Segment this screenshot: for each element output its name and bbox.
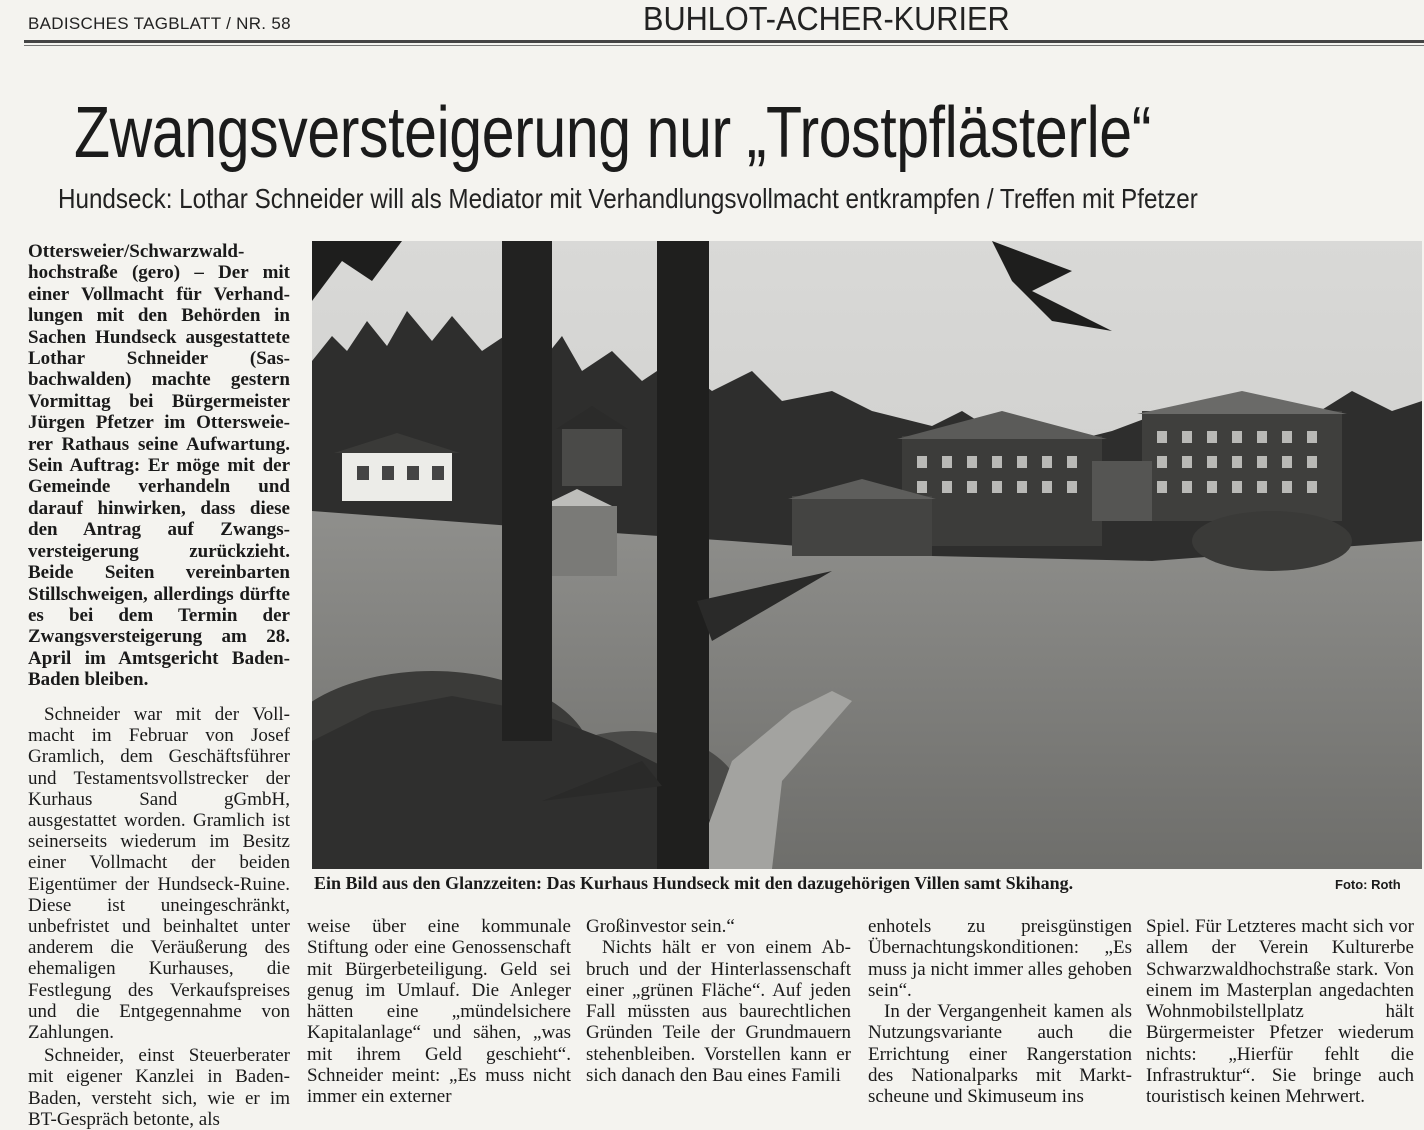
masthead-section-title: BUHLOT-ACHER-KURIER [643, 0, 1010, 37]
paragraph: In der Vergangenheit kamen als Nutzungsvariante auch die Errichtung einer Rangerstation des Nationalparks mit Marktscheune und Skimuseum ins [868, 1001, 1132, 1108]
photo-caption: Ein Bild aus den Glanzzeiten: Das Kurhaus Hundseck mit den dazugehörigen Villen samt Skihang. [314, 873, 1074, 893]
masthead-left: BADISCHES TAGBLATT / NR. 58 [28, 14, 291, 33]
photo-illustration [312, 241, 1422, 869]
paragraph: Spiel. Für Letzteres macht sich vor allem der Verein Kulturerbe Schwarzwaldhochstraße stark. Von einem im Masterplan angedachten Wohnmobilstellplatz hält Bürgermeister Pfetzer wiederum nichts: „Hierfür fehlt die Infrastruktur“. Sie bringe auch touristisch keinen Mehrwert. [1146, 916, 1414, 1108]
paragraph: Nichts hält er von einem Abbruch und der Hinterlassenschaft einer „grünen Fläche“. Auf jeden Fall müssten aus baurechtlichen Gründen Teile der Grundmauern stehenbleiben. Vorstellen kann er sich danach den Bau eines Famili [586, 937, 851, 1087]
article-headline: Zwangsversteigerung nur „Trostpflästerle“ [74, 93, 1151, 173]
paragraph: Schneider war mit der Vollmacht im Februar von Josef Gramlich, dem Geschäftsführer und Testamentsvollstrecker der Kurhaus Sand gGmbH, ausgestattet worden. Gramlich ist seinerseits wiederum im Besitz einer Vollmacht der beiden Eigentümer der Hundseck-Ruine. Diese ist uneingeschränkt, unbefristet und beinhaltet unter anderem die Veräußerung des ehemaligen Kurhauses, die Festlegung des Verkaufspreises und die Entgegennahme von Zahlungen. [28, 704, 290, 1044]
paragraph: weise über eine kommunale Stiftung oder eine Genossenschaft mit Bürgerbeteiligung. Geld sei genug im Umlauf. Die Anleger hätten eine „mündelsichere Kapitalanlage“ und sähen, „was mit ihrem Geld geschieht“. Schneider meint: „Es muss nicht immer ein externer [307, 916, 571, 1108]
masthead-rule-thin [24, 45, 1424, 46]
masthead-rule [24, 40, 1424, 43]
article-photo [312, 241, 1422, 869]
paragraph: Schneider, einst Steuerberater mit eigener Kanzlei in Baden-Baden, versteht sich, wie er im BT-Gespräch betonte, als [28, 1045, 290, 1130]
article-column-2 [307, 916, 571, 1127]
article-column-1 [28, 704, 290, 1130]
article-lead: Ottersweier/Schwarzwaldhochstraße (gero) – Der mit einer Vollmacht für Verhandlungen mit den Behörden in Sachen Hundseck ausgestattete Lothar Schneider (Sasbachwalden) machte gestern Vormittag bei Bürgermeister Jürgen Pfetzer im Ottersweierer Rathaus seine Aufwartung. Sein Auftrag: Er möge mit der Gemeinde verhandeln und darauf hinwirken, dass diese den Antrag auf Zwangsversteigerung zurückzieht. Beide Seiten vereinbarten Stillschweigen, allerdings dürfte es bei dem Termin der Zwangsversteigerung am 28. April im Amtsgericht Baden-Baden bleiben. [28, 241, 290, 691]
article-column-4 [868, 916, 1132, 1127]
article-column-3 [586, 916, 851, 1127]
article-subheadline: Hundseck: Lothar Schneider will als Mediator mit Verhandlungsvollmacht entkrampfen / Treffen mit Pfetzer [58, 183, 1198, 214]
paragraph: Großinvestor sein.“ [586, 916, 735, 937]
article-column-5 [1146, 916, 1414, 1127]
photo-credit: Foto: Roth [1335, 877, 1401, 892]
paragraph: enhotels zu preisgünstigen Übernachtungskonditionen: „Es muss ja nicht immer alles gehoben sein“. [868, 916, 1132, 1001]
